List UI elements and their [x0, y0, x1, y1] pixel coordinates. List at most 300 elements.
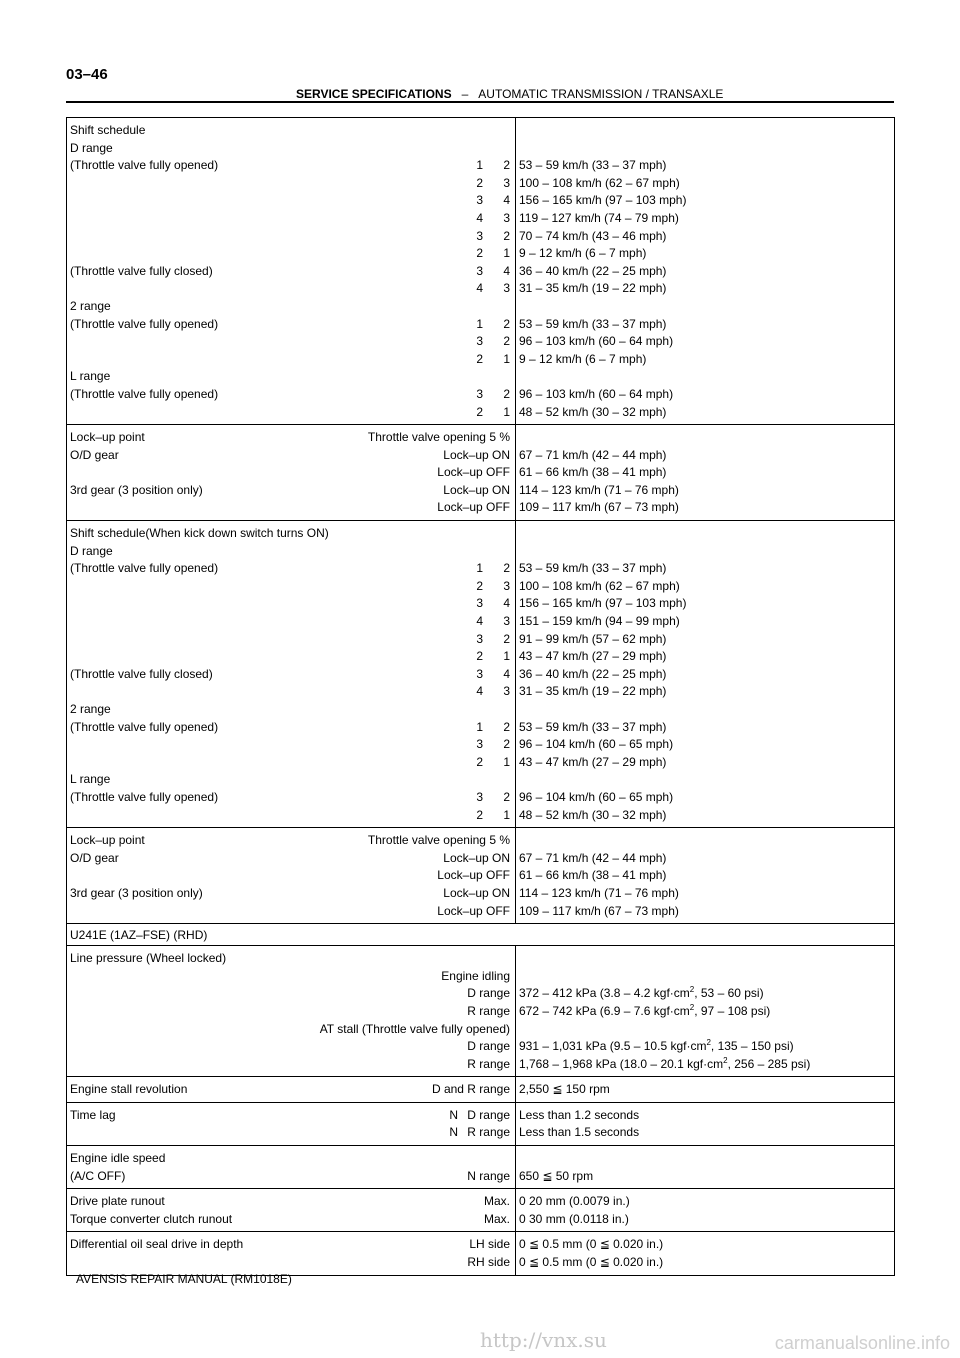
spec-value — [519, 903, 679, 921]
gear-to: 2 — [503, 228, 510, 243]
spec-line — [519, 985, 889, 1003]
spec-line — [519, 578, 889, 596]
spec-line — [70, 648, 510, 666]
spec-label: Time lag — [70, 1107, 116, 1122]
spec-line — [519, 968, 889, 986]
spec-line — [519, 525, 889, 543]
spec-line — [519, 386, 889, 404]
spec-condition: Lock–up ON — [443, 850, 510, 865]
spec-condition: R range — [467, 1056, 510, 1071]
spec-line — [519, 333, 889, 351]
gear-to: 3 — [503, 175, 510, 190]
spec-line — [519, 595, 889, 613]
spec-value — [519, 263, 666, 281]
spec-value-text: 96 – 103 km/h (60 – 64 mph) — [519, 334, 674, 349]
spec-line — [70, 1056, 510, 1074]
spec-label: (A/C OFF) — [70, 1168, 126, 1183]
spec-line — [70, 807, 510, 825]
gear-from: 3 — [476, 263, 483, 278]
spec-value — [519, 210, 679, 228]
spec-value — [519, 351, 646, 369]
gear-to: 4 — [503, 193, 510, 208]
spec-value-cell — [516, 425, 895, 521]
spec-value — [519, 175, 680, 193]
header-separator: – — [461, 87, 469, 101]
spec-line — [519, 1124, 889, 1142]
spec-line — [70, 560, 510, 578]
spec-line — [70, 1107, 510, 1125]
spec-value-text: 931 – 1,031 kPa (9.5 – 10.5 kgf·cm — [519, 1039, 707, 1054]
spec-value — [519, 386, 673, 404]
spec-value — [519, 613, 680, 631]
spec-line — [519, 1021, 889, 1039]
spec-value-text: 0 ≦ 0.5 mm (0 ≦ 0.020 in.) — [519, 1255, 664, 1270]
spec-line — [70, 263, 510, 281]
spec-line — [70, 850, 510, 868]
spec-line — [70, 1124, 510, 1142]
spec-line — [519, 175, 889, 193]
gear-from: 3 — [476, 386, 483, 401]
spec-condition: Max. — [483, 1211, 510, 1226]
spec-line — [70, 122, 510, 140]
spec-line — [519, 666, 889, 684]
spec-line — [519, 1236, 889, 1254]
spec-line — [70, 613, 510, 631]
spec-value-text: 70 – 74 km/h (43 – 46 mph) — [519, 228, 667, 243]
spec-value — [519, 578, 680, 596]
spec-line — [70, 525, 510, 543]
spec-line — [70, 1003, 510, 1021]
gear-to: 3 — [503, 210, 510, 225]
gear-to: 2 — [503, 789, 510, 804]
spec-value — [519, 280, 666, 298]
gear-from: 1 — [476, 158, 483, 173]
spec-line — [519, 316, 889, 334]
spec-line — [519, 404, 889, 422]
spec-line — [70, 333, 510, 351]
spec-value-text: 36 – 40 km/h (22 – 25 mph) — [519, 666, 667, 681]
spec-value — [519, 867, 666, 885]
spec-line — [70, 903, 510, 921]
spec-value-text: 43 – 47 km/h (27 – 29 mph) — [519, 649, 667, 664]
gear-to: 2 — [503, 561, 510, 576]
spec-condition: R range — [467, 1003, 510, 1018]
spec-value-text: 61 – 66 km/h (38 – 41 mph) — [519, 868, 667, 883]
spec-value-cell — [516, 1077, 895, 1103]
spec-label: L range — [70, 772, 111, 787]
page-header — [66, 87, 894, 103]
spec-line — [70, 950, 510, 968]
spec-line — [70, 386, 510, 404]
spec-line — [70, 736, 510, 754]
spec-line — [70, 701, 510, 719]
spec-label: (Throttle valve fully opened) — [70, 719, 219, 734]
spec-condition: Throttle valve opening 5 % — [367, 430, 510, 445]
spec-value-text: 0 20 mm (0.0079 in.) — [519, 1194, 630, 1209]
gear-to: 1 — [503, 246, 510, 261]
spec-value-text: 114 – 123 km/h (71 – 76 mph) — [519, 885, 679, 900]
spec-value — [519, 228, 666, 246]
spec-value — [519, 985, 764, 1003]
spec-value-text: 53 – 59 km/h (33 – 37 mph) — [519, 158, 667, 173]
spec-line — [70, 140, 510, 158]
gear-to: 1 — [503, 649, 510, 664]
spec-condition: Lock–up OFF — [437, 500, 510, 515]
spec-line — [519, 210, 889, 228]
spec-line — [519, 447, 889, 465]
spec-value — [519, 482, 679, 500]
spec-line — [70, 771, 510, 789]
footer-link[interactable]: http://vnx.su — [480, 1328, 607, 1352]
spec-value — [519, 807, 666, 825]
gear-from: 3 — [476, 631, 483, 646]
spec-condition: Lock–up OFF — [437, 868, 510, 883]
unit-exponent: 2 — [723, 1055, 728, 1065]
spec-value-text: 43 – 47 km/h (27 – 29 mph) — [519, 754, 667, 769]
spec-value-text: 114 – 123 km/h (71 – 76 mph) — [519, 482, 679, 497]
gear-from: 1 — [476, 719, 483, 734]
gear-to: 2 — [503, 386, 510, 401]
spec-value — [519, 1003, 770, 1021]
spec-value — [519, 1081, 610, 1099]
spec-value-text: 96 – 103 km/h (60 – 64 mph) — [519, 386, 674, 401]
spec-condition: Lock–up ON — [443, 885, 510, 900]
spec-value-text: 0 ≦ 0.5 mm (0 ≦ 0.020 in.) — [519, 1237, 664, 1252]
spec-value-cell — [516, 1232, 895, 1275]
spec-value — [519, 1211, 629, 1229]
spec-value-text: 61 – 66 km/h (38 – 41 mph) — [519, 465, 667, 480]
spec-value-text: 96 – 104 km/h (60 – 65 mph) — [519, 737, 674, 752]
spec-value-text: , 53 – 60 psi) — [694, 986, 764, 1001]
spec-value — [519, 789, 673, 807]
spec-line — [519, 157, 889, 175]
spec-value-cell — [516, 1189, 895, 1232]
spec-row — [67, 1077, 895, 1103]
spec-line — [519, 701, 889, 719]
spec-line — [519, 1150, 889, 1168]
spec-item-cell — [67, 1232, 516, 1275]
spec-value-text: 156 – 165 km/h (97 – 103 mph) — [519, 596, 687, 611]
spec-value-text: 100 – 108 km/h (62 – 67 mph) — [519, 578, 680, 593]
gear-to: 3 — [503, 684, 510, 699]
spec-value — [519, 404, 666, 422]
spec-value-text: 67 – 71 km/h (42 – 44 mph) — [519, 850, 667, 865]
spec-line — [70, 499, 510, 517]
spec-line — [70, 447, 510, 465]
gear-from: 2 — [476, 649, 483, 664]
spec-value-text: 31 – 35 km/h (19 – 22 mph) — [519, 684, 667, 699]
spec-value — [519, 245, 646, 263]
unit-exponent: 2 — [689, 1002, 695, 1012]
spec-line — [519, 771, 889, 789]
spec-line — [70, 578, 510, 596]
spec-label: (Throttle valve fully opened) — [70, 386, 219, 401]
spec-item-cell — [67, 521, 516, 828]
spec-value — [519, 1056, 810, 1074]
spec-item-cell — [67, 1102, 516, 1145]
spec-condition: Engine idling — [441, 968, 510, 983]
spec-value-text: 100 – 108 km/h (62 – 67 mph) — [519, 175, 680, 190]
spec-value-cell — [516, 521, 895, 828]
spec-value-cell — [516, 118, 895, 425]
spec-line — [519, 1003, 889, 1021]
spec-line — [70, 968, 510, 986]
spec-line — [519, 1193, 889, 1211]
gear-from: 1 — [476, 316, 483, 331]
spec-condition: LH side — [469, 1237, 510, 1252]
spec-line — [70, 754, 510, 772]
spec-value-text: 650 ≦ 50 rpm — [519, 1168, 594, 1183]
spec-value-text: 1,768 – 1,968 kPa (18.0 – 20.1 kgf·cm — [519, 1056, 724, 1071]
spec-label: (Throttle valve fully closed) — [70, 263, 213, 278]
spec-line — [519, 1211, 889, 1229]
gear-from: 1 — [476, 561, 483, 576]
spec-label: Drive plate runout — [70, 1194, 165, 1209]
gear-from: 2 — [476, 404, 483, 419]
spec-line — [70, 351, 510, 369]
spec-label: Torque converter clutch runout — [70, 1211, 233, 1226]
spec-line — [519, 368, 889, 386]
spec-line — [70, 482, 510, 500]
gear-to: 1 — [503, 404, 510, 419]
gear-to: 2 — [503, 316, 510, 331]
spec-condition: R range — [467, 1125, 510, 1140]
gear-to: 4 — [503, 666, 510, 681]
spec-item-cell — [67, 946, 516, 1077]
spec-line — [519, 482, 889, 500]
spec-value — [519, 648, 666, 666]
spec-label: Shift schedule(When kick down switch turns ON) — [70, 526, 329, 541]
spec-line — [70, 1236, 510, 1254]
spec-line — [70, 666, 510, 684]
gear-to: 1 — [503, 807, 510, 822]
spec-value — [519, 666, 666, 684]
spec-line — [70, 683, 510, 701]
spec-value-text: 48 – 52 km/h (30 – 32 mph) — [519, 807, 667, 822]
spec-value — [519, 447, 666, 465]
spec-line — [519, 867, 889, 885]
spec-condition: Max. — [483, 1194, 510, 1209]
spec-line — [70, 404, 510, 422]
spec-line — [519, 683, 889, 701]
spec-value-text: , 256 – 285 psi) — [727, 1056, 811, 1071]
spec-line — [70, 719, 510, 737]
gear-to: 3 — [503, 281, 510, 296]
spec-line — [519, 950, 889, 968]
spec-line — [519, 903, 889, 921]
spec-value-cell — [516, 1102, 895, 1145]
spec-line — [70, 832, 510, 850]
spec-label: Line pressure (Wheel locked) — [70, 951, 227, 966]
gear-from: 3 — [476, 228, 483, 243]
gear-to: 2 — [503, 334, 510, 349]
spec-line — [519, 885, 889, 903]
spec-value — [519, 683, 666, 701]
spec-line — [70, 175, 510, 193]
spec-value-text: 67 – 71 km/h (42 – 44 mph) — [519, 447, 667, 462]
spec-value-text: 53 – 59 km/h (33 – 37 mph) — [519, 561, 667, 576]
spec-row — [67, 1189, 895, 1232]
gear-from: 3 — [476, 737, 483, 752]
spec-label: (Throttle valve fully opened) — [70, 316, 219, 331]
spec-line — [519, 1107, 889, 1125]
spec-line — [70, 210, 510, 228]
spec-line — [70, 885, 510, 903]
gear-from: 3 — [476, 193, 483, 208]
spec-line — [519, 807, 889, 825]
gear-to: 4 — [503, 263, 510, 278]
spec-line — [519, 719, 889, 737]
gear-from: 3 — [476, 596, 483, 611]
spec-value — [519, 1193, 630, 1211]
spec-value — [519, 157, 666, 175]
footer-manual-title: AVENSIS REPAIR MANUAL (RM1018E) — [76, 1272, 292, 1286]
spec-line — [519, 832, 889, 850]
spec-line — [70, 464, 510, 482]
spec-condition: Lock–up OFF — [437, 465, 510, 480]
spec-row — [67, 1102, 895, 1145]
spec-line — [70, 1211, 510, 1229]
spec-value-text: 109 – 117 km/h (67 – 73 mph) — [519, 500, 679, 515]
spec-line — [519, 648, 889, 666]
header-section: SERVICE SPECIFICATIONS — [296, 87, 452, 101]
gear-to: 4 — [503, 596, 510, 611]
spec-value — [519, 464, 666, 482]
spec-condition: Lock–up OFF — [437, 903, 510, 918]
spec-line — [70, 1150, 510, 1168]
spec-row — [67, 1232, 895, 1275]
gear-position: N — [449, 1125, 458, 1140]
spec-label: D range — [70, 140, 113, 155]
spec-label: D range — [70, 543, 113, 558]
spec-value-cell — [516, 828, 895, 924]
spec-line — [519, 280, 889, 298]
spec-value-text: Less than 1.2 seconds — [519, 1107, 640, 1122]
spec-label: (Throttle valve fully opened) — [70, 561, 219, 576]
spec-value-text: 0 30 mm (0.0118 in.) — [519, 1211, 629, 1226]
spec-line — [519, 560, 889, 578]
spec-item-cell — [67, 425, 516, 521]
spec-row — [67, 1146, 895, 1189]
spec-value — [519, 192, 686, 210]
spec-value-text: 36 – 40 km/h (22 – 25 mph) — [519, 263, 667, 278]
spec-condition: D range — [467, 986, 510, 1001]
unit-exponent: 2 — [706, 1038, 711, 1048]
gear-to: 2 — [503, 631, 510, 646]
spec-value — [519, 1107, 639, 1125]
spec-line — [70, 228, 510, 246]
spec-line — [519, 1038, 889, 1056]
spec-line — [519, 228, 889, 246]
spec-condition: RH side — [467, 1255, 510, 1270]
spec-line — [519, 613, 889, 631]
gear-to: 1 — [503, 754, 510, 769]
spec-label: (Throttle valve fully opened) — [70, 789, 219, 804]
spec-label: Lock–up point — [70, 430, 145, 445]
spec-line — [70, 368, 510, 386]
spec-line — [70, 157, 510, 175]
gear-from: 2 — [476, 351, 483, 366]
spec-label: 2 range — [70, 298, 111, 313]
header-subsection: AUTOMATIC TRANSMISSION / TRANSAXLE — [478, 87, 724, 101]
spec-value — [519, 1168, 593, 1186]
spec-line — [519, 789, 889, 807]
spec-label: Lock–up point — [70, 833, 145, 848]
spec-line — [519, 464, 889, 482]
spec-label: O/D gear — [70, 850, 119, 865]
spec-condition: Lock–up ON — [443, 482, 510, 497]
spec-line — [519, 754, 889, 772]
spec-value-text: 53 – 59 km/h (33 – 37 mph) — [519, 316, 667, 331]
gear-from: 4 — [476, 210, 483, 225]
spec-line — [519, 122, 889, 140]
spec-value-text: 96 – 104 km/h (60 – 65 mph) — [519, 789, 674, 804]
spec-value — [519, 1254, 663, 1272]
spec-line — [519, 1254, 889, 1272]
spec-value-text: 2,550 ≦ 150 rpm — [519, 1082, 610, 1097]
spec-row — [67, 521, 895, 828]
spec-value — [519, 850, 666, 868]
spec-value-text: 672 – 742 kPa (6.9 – 7.6 kgf·cm — [519, 1003, 690, 1018]
spec-value — [519, 499, 679, 517]
spec-value-text: 31 – 35 km/h (19 – 22 mph) — [519, 281, 667, 296]
gear-from: 4 — [476, 614, 483, 629]
spec-label: Engine idle speed — [70, 1151, 166, 1166]
spec-value-text: 372 – 412 kPa (3.8 – 4.2 kgf·cm — [519, 986, 690, 1001]
spec-line — [70, 1254, 510, 1272]
spec-line — [70, 1021, 510, 1039]
spec-value — [519, 754, 666, 772]
spec-line — [70, 789, 510, 807]
spec-value-text: 9 – 12 km/h (6 – 7 mph) — [519, 351, 647, 366]
spec-value — [519, 1038, 794, 1056]
gear-to: 2 — [503, 158, 510, 173]
spec-value — [519, 1236, 663, 1254]
spec-line — [519, 351, 889, 369]
spec-item-cell — [67, 828, 516, 924]
gear-to: 1 — [503, 351, 510, 366]
spec-line — [70, 867, 510, 885]
spec-line — [70, 1038, 510, 1056]
spec-line — [519, 140, 889, 158]
spec-line — [519, 192, 889, 210]
watermark: carmanualsonline.info — [774, 1333, 950, 1353]
spec-line — [519, 1168, 889, 1186]
gear-from: 2 — [476, 246, 483, 261]
gear-from: 2 — [476, 175, 483, 190]
spec-line — [519, 1081, 889, 1099]
spec-label: 2 range — [70, 702, 111, 716]
spec-value — [519, 631, 666, 649]
page-number: 03–46 — [66, 66, 108, 83]
spec-line — [519, 245, 889, 263]
spec-line — [70, 1081, 510, 1099]
spec-line — [70, 985, 510, 1003]
gear-from: 3 — [476, 666, 483, 681]
spec-row — [67, 118, 895, 425]
gear-from: 4 — [476, 281, 483, 296]
spec-value-cell — [516, 1146, 895, 1189]
gear-from: 3 — [476, 789, 483, 804]
spec-line — [70, 595, 510, 613]
spec-label: Engine stall revolution — [70, 1082, 188, 1097]
gear-from: 2 — [476, 578, 483, 593]
spec-value — [519, 560, 666, 578]
spec-value-text: Less than 1.5 seconds — [519, 1125, 640, 1140]
spec-line — [70, 1193, 510, 1211]
spec-label: Differential oil seal drive in depth — [70, 1237, 244, 1252]
spec-condition: Lock–up ON — [443, 447, 510, 462]
